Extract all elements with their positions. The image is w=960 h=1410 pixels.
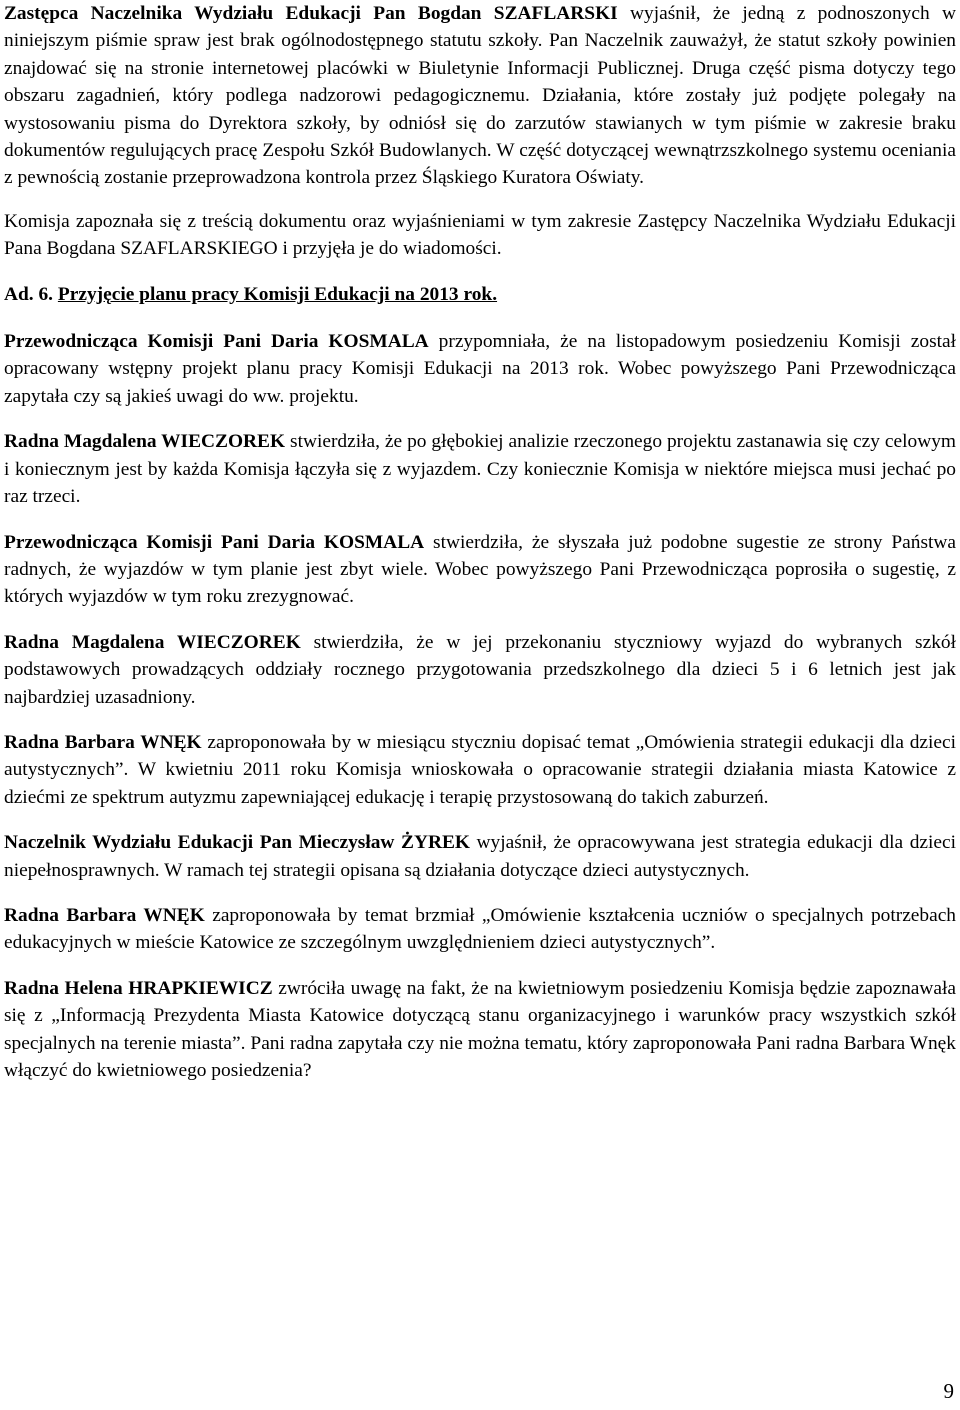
paragraph <box>4 729 956 811</box>
document-page <box>4 0 956 1102</box>
paragraph-text: zaproponowała by w miesiącu styczniu dopisać temat „Omówienia strategii edukacji dla dzieci autystycznych”. W kwietniu 2011 roku Komisja wnioskowała o opracowanie strategii działania miasta Katowice z dziećmi ze spektrum autyzmu zapewniającej edukację i terapię przystosowaną do takich zaburzeń. <box>4 731 957 808</box>
paragraph <box>4 328 956 410</box>
paragraph <box>4 208 956 263</box>
speaker-name: Radna Barbara WNĘK <box>4 904 205 926</box>
paragraph-text: zaproponowała by temat brzmiał „Omówienie kształcenia uczniów o specjalnych potrzebach edukacyjnych w mieście Katowice ze szczególnym uwzględnieniem dzieci autystycznych”. <box>4 904 957 954</box>
paragraph-text: stwierdziła, że po głębokiej analizie rzeczonego projektu zastanawia się czy celowym i koniecznym jest by każda Komisja łączyła się z wyjazdem. Czy koniecznie Komisja w niektóre miejsca musi jechać po raz trzeci. <box>4 431 956 508</box>
paragraph-text: wyjaśnił, że jedną z podnoszonych w niniejszym piśmie spraw jest brak ogólnodostępnego statutu szkoły. Pan Naczelnik zauważył, że statut szkoły powinien znajdować się na stronie internetowej placówki w Biuletynie Informacji Publicznej. Druga część pisma dotyczy tego obszaru zagadnień, który podlega nadzorowi pedagogicznemu. Działania, które zostały już podjęte polegały na wystosowaniu pisma do Dyrektora szkoły, by odniósł się do zarzutów stawianych w tym piśmie w zakresie braku dokumentów regulujących pracę Zespołu Szkół Budowlanych. W część dotyczącej wewnątrzszkolnego systemu oceniania z pewnością zostanie przeprowadzona kontrola przez Śląskiego Kuratora Oświaty. <box>4 3 956 189</box>
speaker-name: Radna Magdalena WIECZOREK <box>4 631 301 653</box>
paragraph-text: przypomniała, że na listopadowym posiedzeniu Komisji został opracowany wstępny projekt planu pracy Komisji Edukacji na 2013 rok. Wobec powyższego Pani Przewodnicząca zapytała czy są jakieś uwagi do ww. projektu. <box>4 331 957 407</box>
speaker-name: Naczelnik Wydziału Edukacji Pan Mieczysław ŻYREK <box>4 832 470 854</box>
speaker-name: Przewodnicząca Komisji Pani Daria KOSMALA <box>4 331 429 353</box>
speaker-name: Radna Magdalena WIECZOREK <box>4 431 286 453</box>
section-heading <box>4 281 956 308</box>
paragraph <box>4 428 956 510</box>
speaker-name: Radna Barbara WNĘK <box>4 731 202 753</box>
paragraph <box>4 529 956 611</box>
paragraph-text: wyjaśnił, że opracowywana jest strategia edukacji dla dzieci niepełnosprawnych. W ramach tej strategii opisana są działania dotyczące dzieci autystycznych. <box>4 832 956 881</box>
paragraph-text: Komisja zapoznała się z treścią dokumentu oraz wyjaśnieniami w tym zakresie Zastępcy Naczelnika Wydziału Edukacji Pana Bogdana SZAFLARSKIEGO i przyjęła je do wiadomości. <box>4 210 956 260</box>
paragraph <box>4 0 956 192</box>
page-number: 9 <box>943 1379 954 1403</box>
paragraph-text: stwierdziła, że w jej przekonaniu styczniowy wyjazd do wybranych szkół podstawowych prowadzących oddziały rocznego przygotowania przedszkolnego dla dzieci 5 i 6 letnich jest jak najbardziej uzasadniony. <box>4 631 956 708</box>
paragraph <box>4 629 956 711</box>
paragraph <box>4 902 956 957</box>
speaker-name: Przewodnicząca Komisji Pani Daria KOSMALA <box>4 531 425 553</box>
section-number: Ad. 6. <box>4 283 54 305</box>
paragraph <box>4 829 956 884</box>
speaker-name: Radna Helena HRAPKIEWICZ <box>4 977 273 999</box>
speaker-name: Zastępca Naczelnika Wydziału Edukacji Pan Bogdan SZAFLARSKI <box>4 3 618 24</box>
paragraph-text: stwierdziła, że słyszała już podobne sugestie ze strony Państwa radnych, że wyjazdów w tym planie jest zbyt wiele. Wobec powyższego Pani Przewodnicząca poprosiła o sugestię, z których wyjazdów w tym roku zrezygnować. <box>4 531 956 608</box>
paragraph <box>4 975 956 1085</box>
section-title: Przyjęcie planu pracy Komisji Edukacji na 2013 rok. <box>57 283 498 305</box>
paragraph-text: zwróciła uwagę na fakt, że na kwietniowym posiedzeniu Komisja będzie zapoznawała się z „Informacją Prezydenta Miasta Katowice dotyczącą stanu organizacyjnego i warunków pracy wszystkich szkół specjalnych na terenie miasta”. Pani radna zapytała czy nie można tematu, który zaproponowała Pani radna Barbara Wnęk włączyć do kwietniowego posiedzenia? <box>4 977 956 1081</box>
